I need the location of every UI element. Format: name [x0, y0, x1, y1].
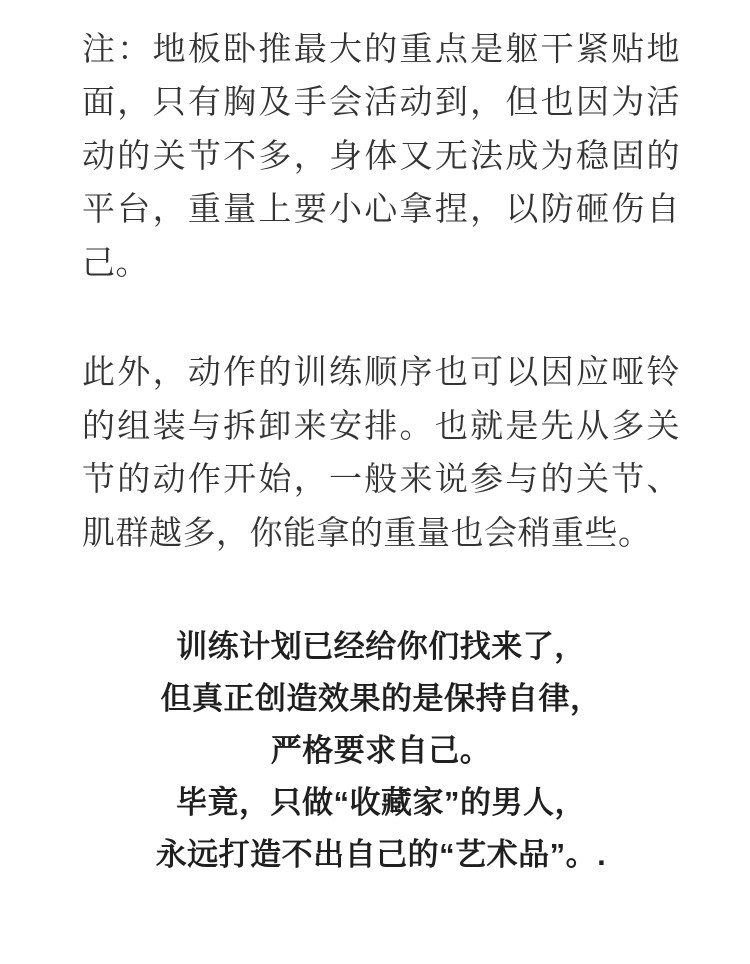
paragraph-note: 注：地板卧推最大的重点是躯干紧贴地面，只有胸及手会活动到，但也因为活动的关节不多，身体又无法成为稳固的平台，重量上要小心拿捏，以防砸伤自己。	[82, 30, 680, 281]
closing-line-3: 严格要求自己。	[270, 733, 492, 769]
closing-line-4: 毕竟，只做“收藏家”的男人，	[176, 785, 586, 821]
closing-line-5: 永远打造不出自己的“艺术品”。.	[155, 837, 607, 873]
paragraph-training-order: 此外，动作的训练顺序也可以因应哑铃的组装与拆卸来安排。也就是先从多关节的动作开始，一般来说参与的关节、肌群越多，你能拿的重量也会稍重些。	[82, 353, 680, 551]
closing-line-1: 训练计划已经给你们找来了，	[176, 629, 586, 665]
closing-line-2: 但真正创造效果的是保持自律，	[160, 681, 602, 717]
closing-message	[82, 621, 680, 881]
